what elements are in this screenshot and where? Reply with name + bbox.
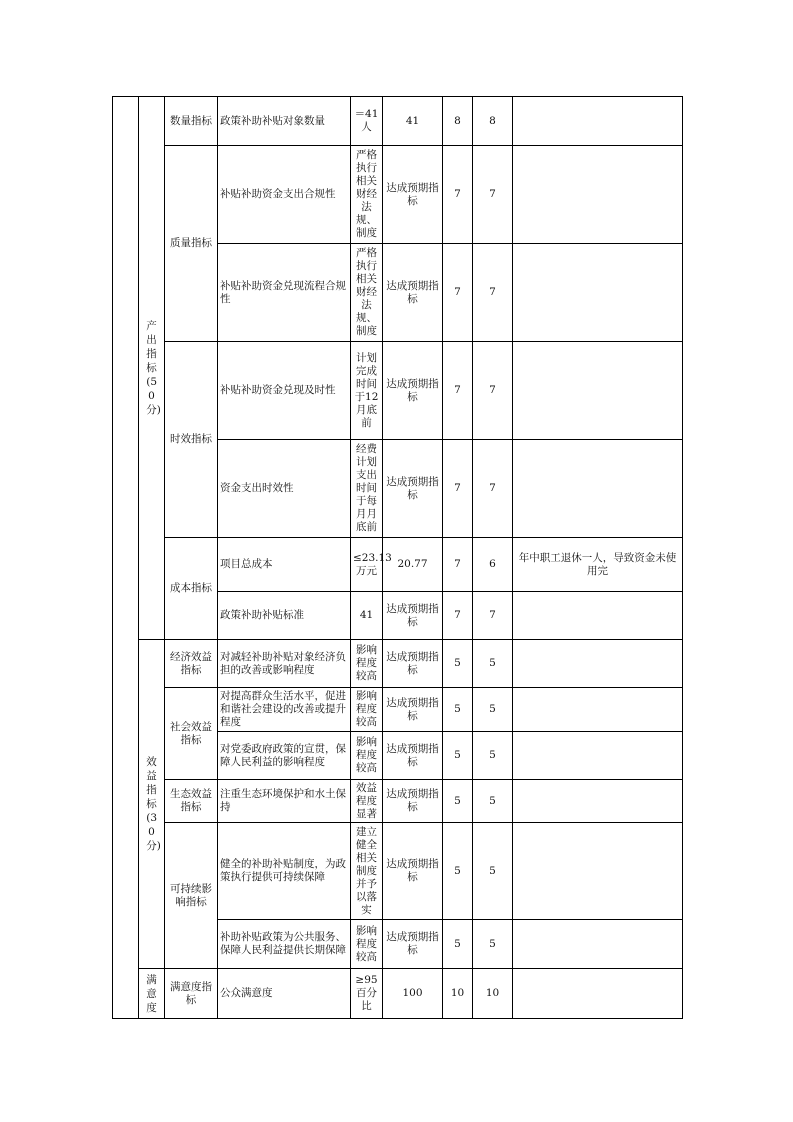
note-cell xyxy=(513,688,683,732)
target-cell: 严格执行相关财经法规、制度 xyxy=(351,244,383,342)
weight-cell: 8 xyxy=(443,97,473,146)
target-cell: 经费计划支出时间于每月月底前 xyxy=(351,440,383,538)
score-cell: 5 xyxy=(473,823,513,920)
indicator-cell: 补贴补助资金兑现流程合规性 xyxy=(218,244,351,342)
level1-blank-cell xyxy=(113,97,139,1019)
actual-cell: 达成预期指标 xyxy=(383,440,443,538)
indicator-cell: 健全的补助补贴制度，为政策执行提供可持续保障 xyxy=(218,823,351,920)
note-cell xyxy=(513,97,683,146)
score-cell: 7 xyxy=(473,244,513,342)
note-cell xyxy=(513,732,683,780)
score-cell: 6 xyxy=(473,538,513,592)
score-cell: 8 xyxy=(473,97,513,146)
actual-cell: 达成预期指标 xyxy=(383,640,443,688)
note-cell xyxy=(513,244,683,342)
performance-indicator-table xyxy=(112,96,683,1019)
weight-cell: 7 xyxy=(443,440,473,538)
level2-cost: 成本指标 xyxy=(165,538,218,640)
weight-cell: 7 xyxy=(443,244,473,342)
target-cell: ≤23.13万元 xyxy=(351,538,383,592)
weight-cell: 7 xyxy=(443,538,473,592)
note-cell xyxy=(513,440,683,538)
table-row xyxy=(113,538,683,592)
note-cell xyxy=(513,592,683,640)
score-cell: 5 xyxy=(473,640,513,688)
weight-cell: 7 xyxy=(443,342,473,440)
level2-quantity: 数量指标 xyxy=(165,97,218,146)
weight-cell: 5 xyxy=(443,780,473,823)
weight-cell: 7 xyxy=(443,592,473,640)
target-cell: ≥95百分比 xyxy=(351,969,383,1019)
target-cell: 建立健全相关制度并予以落实 xyxy=(351,823,383,920)
note-cell xyxy=(513,342,683,440)
note-cell xyxy=(513,823,683,920)
score-cell: 5 xyxy=(473,780,513,823)
level2-timeliness: 时效指标 xyxy=(165,342,218,538)
weight-cell: 10 xyxy=(443,969,473,1019)
table-row xyxy=(113,97,683,146)
actual-cell: 达成预期指标 xyxy=(383,920,443,969)
note-cell xyxy=(513,640,683,688)
indicator-cell: 注重生态环境保护和水土保持 xyxy=(218,780,351,823)
actual-cell: 100 xyxy=(383,969,443,1019)
target-cell: 计划完成时间于12月底前 xyxy=(351,342,383,440)
weight-cell: 7 xyxy=(443,146,473,244)
table-row xyxy=(113,823,683,920)
level2-ecological: 生态效益指标 xyxy=(165,780,218,823)
target-cell: 严格执行相关财经法规、制度 xyxy=(351,146,383,244)
indicator-cell: 资金支出时效性 xyxy=(218,440,351,538)
indicator-cell: 对减轻补助补贴对象经济负担的改善或影响程度 xyxy=(218,640,351,688)
level2-satisfaction: 满意度指标 xyxy=(165,969,218,1019)
table-row xyxy=(113,640,683,688)
note-cell xyxy=(513,969,683,1019)
level2-social: 社会效益指标 xyxy=(165,688,218,780)
score-cell: 7 xyxy=(473,342,513,440)
actual-cell: 达成预期指标 xyxy=(383,244,443,342)
level1-satisfaction: 满意度 xyxy=(139,969,165,1019)
note-cell: 年中职工退休一人，导致资金未使用完 xyxy=(513,538,683,592)
target-cell: ＝41人 xyxy=(351,97,383,146)
indicator-cell: 补贴补助资金兑现及时性 xyxy=(218,342,351,440)
level2-quality: 质量指标 xyxy=(165,146,218,342)
actual-cell: 达成预期指标 xyxy=(383,342,443,440)
target-cell: 效益程度显著 xyxy=(351,780,383,823)
actual-cell: 20.77 xyxy=(383,538,443,592)
score-cell: 7 xyxy=(473,592,513,640)
actual-cell: 达成预期指标 xyxy=(383,823,443,920)
weight-cell: 5 xyxy=(443,688,473,732)
actual-cell: 达成预期指标 xyxy=(383,146,443,244)
note-cell xyxy=(513,146,683,244)
target-cell: 影响程度较高 xyxy=(351,688,383,732)
weight-cell: 5 xyxy=(443,732,473,780)
table-row xyxy=(113,780,683,823)
table-row xyxy=(113,688,683,732)
actual-cell: 达成预期指标 xyxy=(383,732,443,780)
actual-cell: 达成预期指标 xyxy=(383,688,443,732)
target-cell: 影响程度较高 xyxy=(351,640,383,688)
target-cell: 影响程度较高 xyxy=(351,920,383,969)
indicator-cell: 项目总成本 xyxy=(218,538,351,592)
score-cell: 5 xyxy=(473,688,513,732)
table-row xyxy=(113,146,683,244)
note-cell xyxy=(513,780,683,823)
table-row xyxy=(113,342,683,440)
actual-cell: 达成预期指标 xyxy=(383,592,443,640)
indicator-cell: 对提高群众生活水平，促进和谐社会建设的改善或提升程度 xyxy=(218,688,351,732)
weight-cell: 5 xyxy=(443,640,473,688)
indicator-cell: 补助补贴政策为公共服务、保障人民利益提供长期保障 xyxy=(218,920,351,969)
level2-economic: 经济效益指标 xyxy=(165,640,218,688)
actual-cell: 41 xyxy=(383,97,443,146)
score-cell: 7 xyxy=(473,146,513,244)
score-cell: 10 xyxy=(473,969,513,1019)
indicator-cell: 补贴补助资金支出合规性 xyxy=(218,146,351,244)
indicator-cell: 公众满意度 xyxy=(218,969,351,1019)
actual-cell: 达成预期指标 xyxy=(383,780,443,823)
table-row xyxy=(113,969,683,1019)
level2-sustainable: 可持续影响指标 xyxy=(165,823,218,969)
target-cell: 影响程度较高 xyxy=(351,732,383,780)
weight-cell: 5 xyxy=(443,823,473,920)
indicator-cell: 政策补助补贴对象数量 xyxy=(218,97,351,146)
indicator-cell: 对党委政府政策的宣贯，保障人民利益的影响程度 xyxy=(218,732,351,780)
level1-benefit: 效益指标(30分) xyxy=(139,640,165,969)
weight-cell: 5 xyxy=(443,920,473,969)
score-cell: 5 xyxy=(473,920,513,969)
score-cell: 7 xyxy=(473,440,513,538)
note-cell xyxy=(513,920,683,969)
indicator-cell: 政策补助补贴标准 xyxy=(218,592,351,640)
target-cell: 41 xyxy=(351,592,383,640)
level1-output: 产出指标(50分) xyxy=(139,97,165,640)
score-cell: 5 xyxy=(473,732,513,780)
